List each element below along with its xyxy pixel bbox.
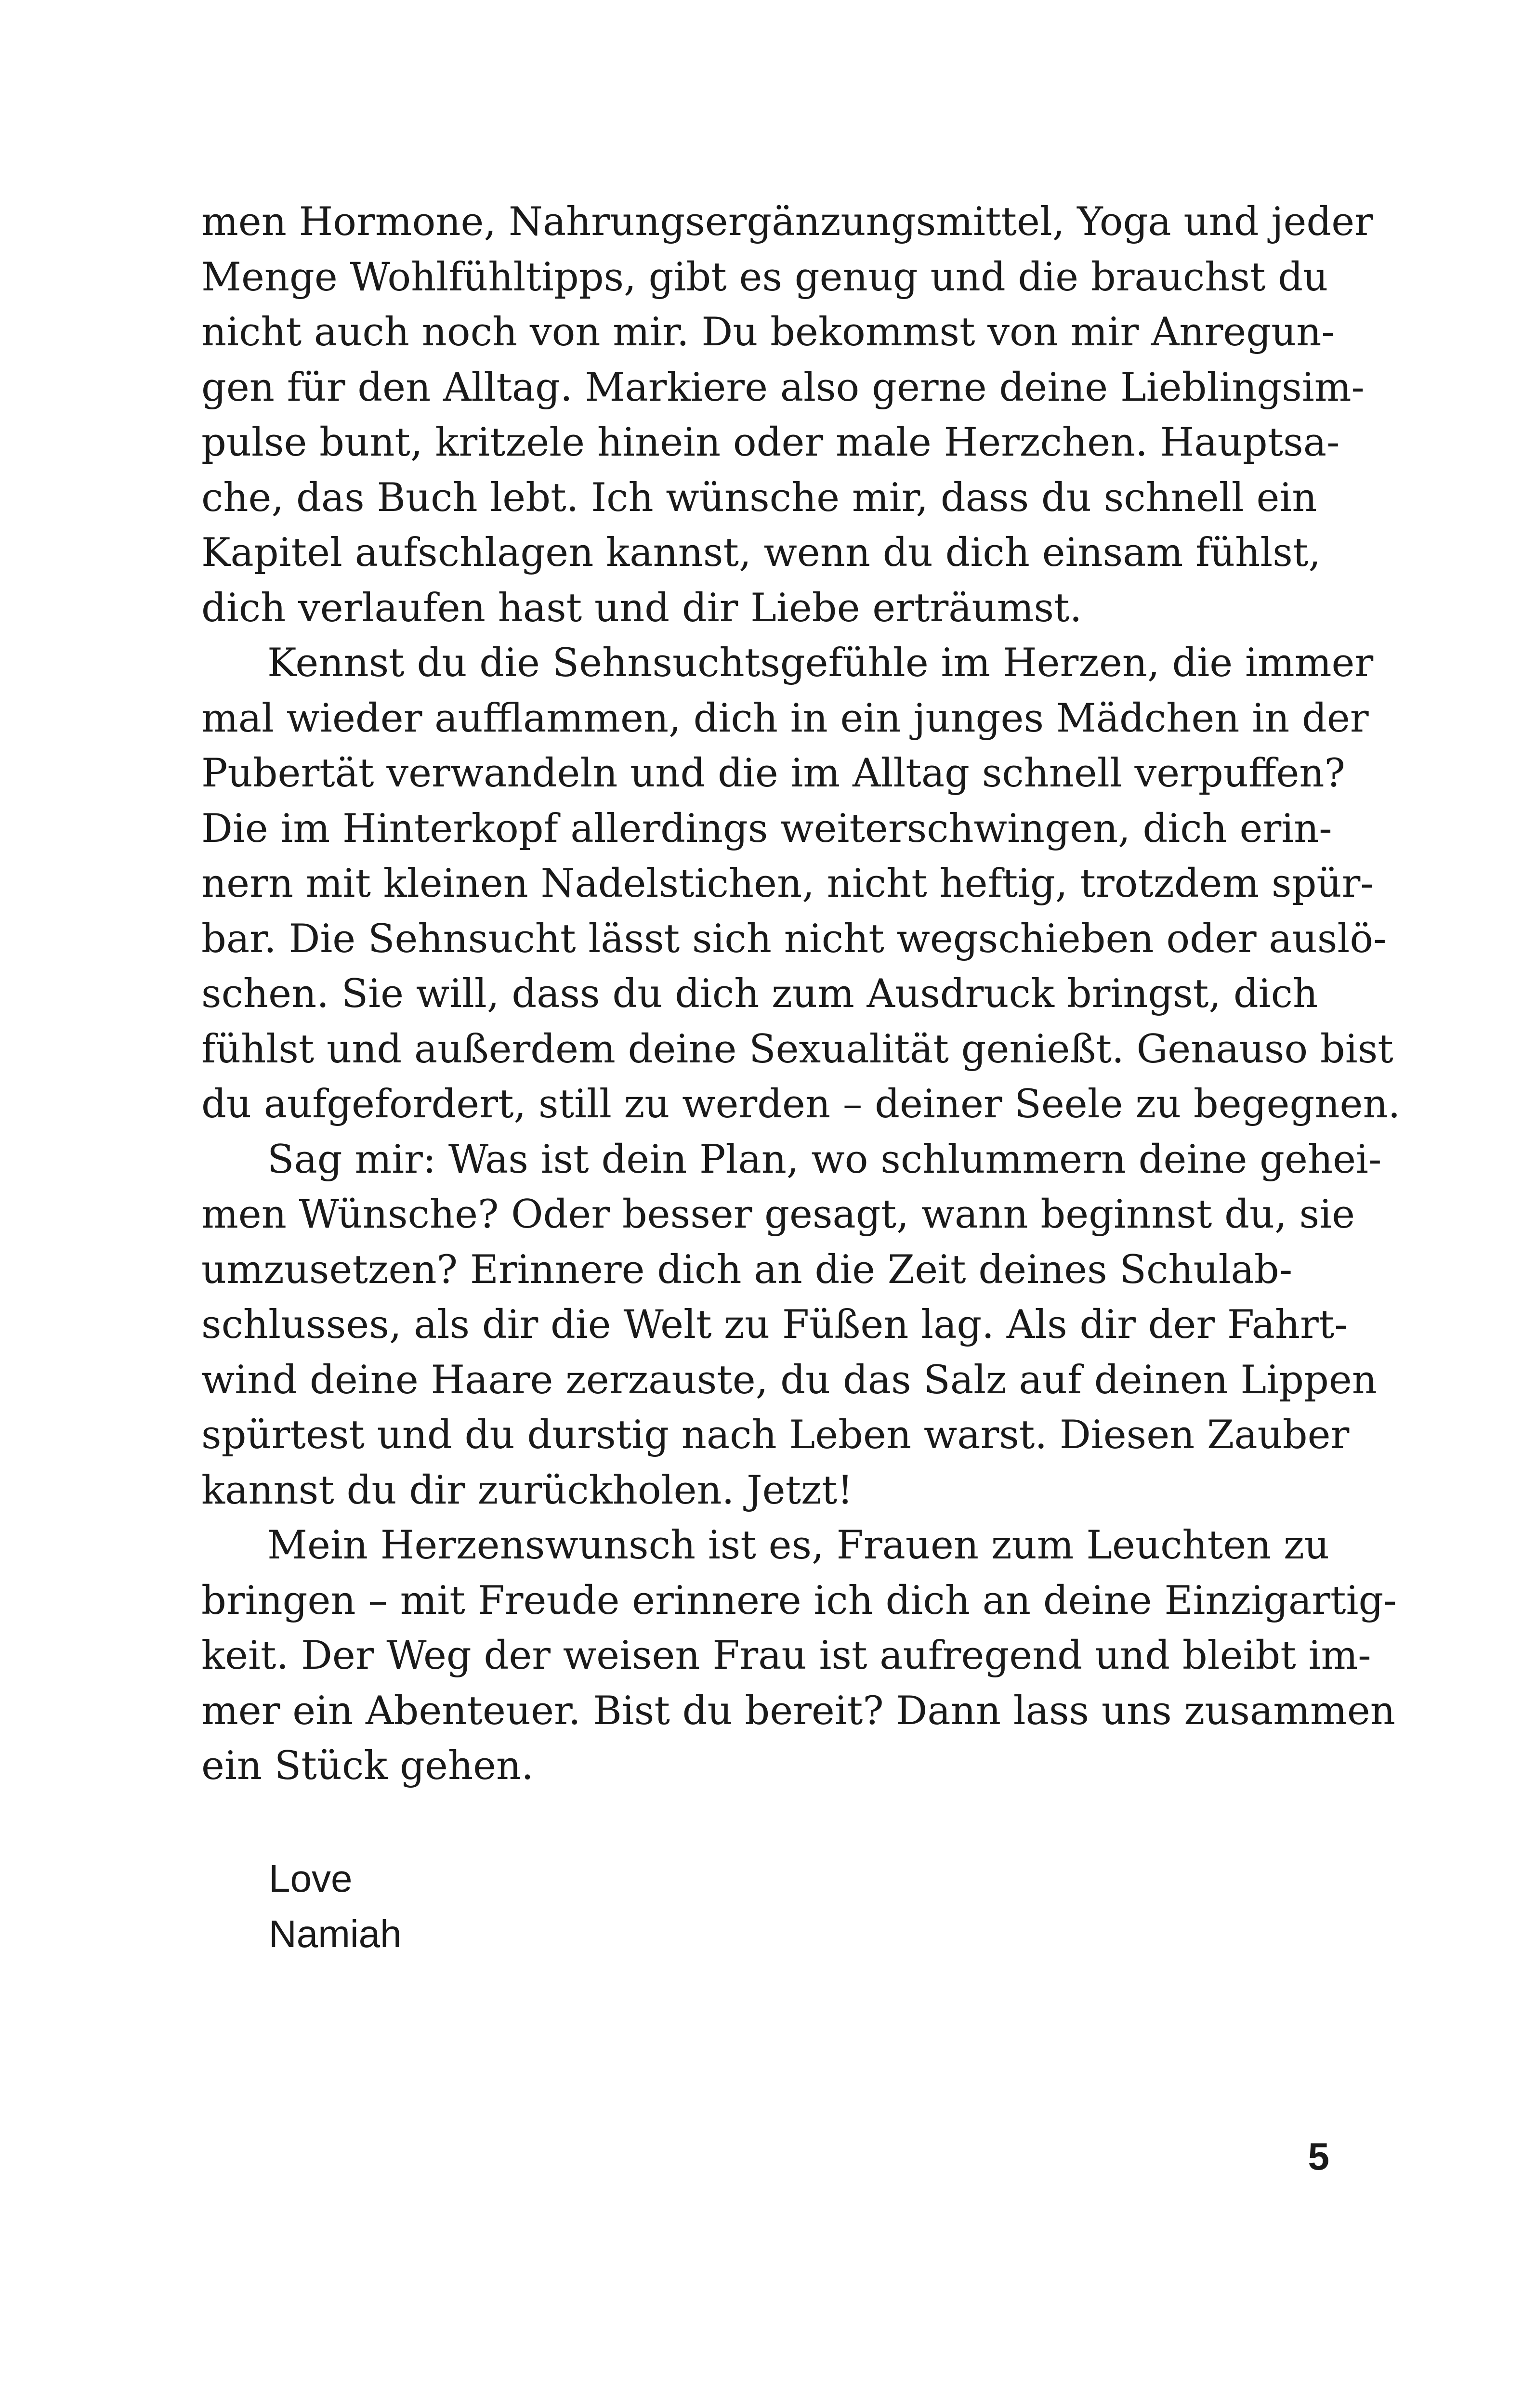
text-line: nern mit kleinen Nadelstichen, nicht heftig, trotzdem spür- (201, 861, 1374, 906)
text-line: schlusses, als dir die Welt zu Füßen lag. Als dir der Fahrt- (201, 1302, 1348, 1348)
paragraph-2 (201, 636, 1401, 1132)
paragraph-3 (201, 1132, 1382, 1518)
body-text (201, 195, 1401, 1794)
text-line: dich verlaufen hast und dir Liebe erträumst. (201, 585, 1082, 631)
text-line: men Wünsche? Oder besser gesagt, wann beginnst du, sie (201, 1192, 1355, 1237)
text-line: mal wieder aufflammen, dich in ein junges Mädchen in der (201, 695, 1369, 741)
text-line: kannst du dir zurückholen. Jetzt! (201, 1467, 853, 1513)
text-line: Kennst du die Sehnsuchtsgefühle im Herzen, die immer (267, 641, 1374, 686)
paragraph-1 (201, 195, 1373, 636)
text-line: keit. Der Weg der weisen Frau ist aufregend und bleibt im- (201, 1633, 1371, 1678)
page-number: 5 (1308, 2135, 1329, 2178)
text-line: schen. Sie will, dass du dich zum Ausdruck bringst, dich (201, 971, 1318, 1017)
text-line: pulse bunt, kritzele hinein oder male Herzchen. Hauptsa- (201, 420, 1340, 465)
text-line: nicht auch noch von mir. Du bekommst von mir Anregun- (201, 310, 1335, 355)
text-line: du aufgefordert, still zu werden – deiner Seele zu begegnen. (201, 1082, 1401, 1127)
signature (269, 1851, 402, 1962)
text-line: che, das Buch lebt. Ich wünsche mir, dass du schnell ein (201, 475, 1317, 521)
text-line: spürtest und du durstig nach Leben warst. Diesen Zauber (201, 1413, 1350, 1458)
text-line: Pubertät verwandeln und die im Alltag schnell verpuffen? (201, 751, 1345, 796)
signature-closing: Love (269, 1857, 353, 1900)
text-line: men Hormone, Nahrungsergänzungsmittel, Yoga und jeder (201, 199, 1373, 245)
text-line: Die im Hinterkopf allerdings weiterschwingen, dich erin- (201, 806, 1332, 851)
signature-name: Namiah (269, 1912, 402, 1955)
paragraph-4 (201, 1518, 1397, 1794)
text-line: Menge Wohlfühltipps, gibt es genug und die brauchst du (201, 254, 1328, 300)
text-line: bringen – mit Freude erinnere ich dich an deine Einzigartig- (201, 1578, 1397, 1623)
text-line: Mein Herzenswunsch ist es, Frauen zum Leuchten zu (267, 1523, 1329, 1568)
text-line: wind deine Haare zerzauste, du das Salz auf deinen Lippen (201, 1357, 1377, 1403)
text-line: fühlst und außerdem deine Sexualität genießt. Genauso bist (201, 1026, 1393, 1072)
text-line: mer ein Abenteuer. Bist du bereit? Dann lass uns zusammen (201, 1688, 1395, 1734)
text-line: Kapitel aufschlagen kannst, wenn du dich einsam fühlst, (201, 530, 1321, 576)
text-line: bar. Die Sehnsucht lässt sich nicht wegschieben oder auslö- (201, 916, 1387, 962)
text-line: ein Stück gehen. (201, 1743, 534, 1789)
text-line: gen für den Alltag. Markiere also gerne deine Lieblingsim- (201, 365, 1365, 410)
text-line: umzusetzen? Erinnere dich an die Zeit deines Schulab- (201, 1247, 1293, 1293)
text-line: Sag mir: Was ist dein Plan, wo schlummern deine gehei- (267, 1137, 1382, 1182)
